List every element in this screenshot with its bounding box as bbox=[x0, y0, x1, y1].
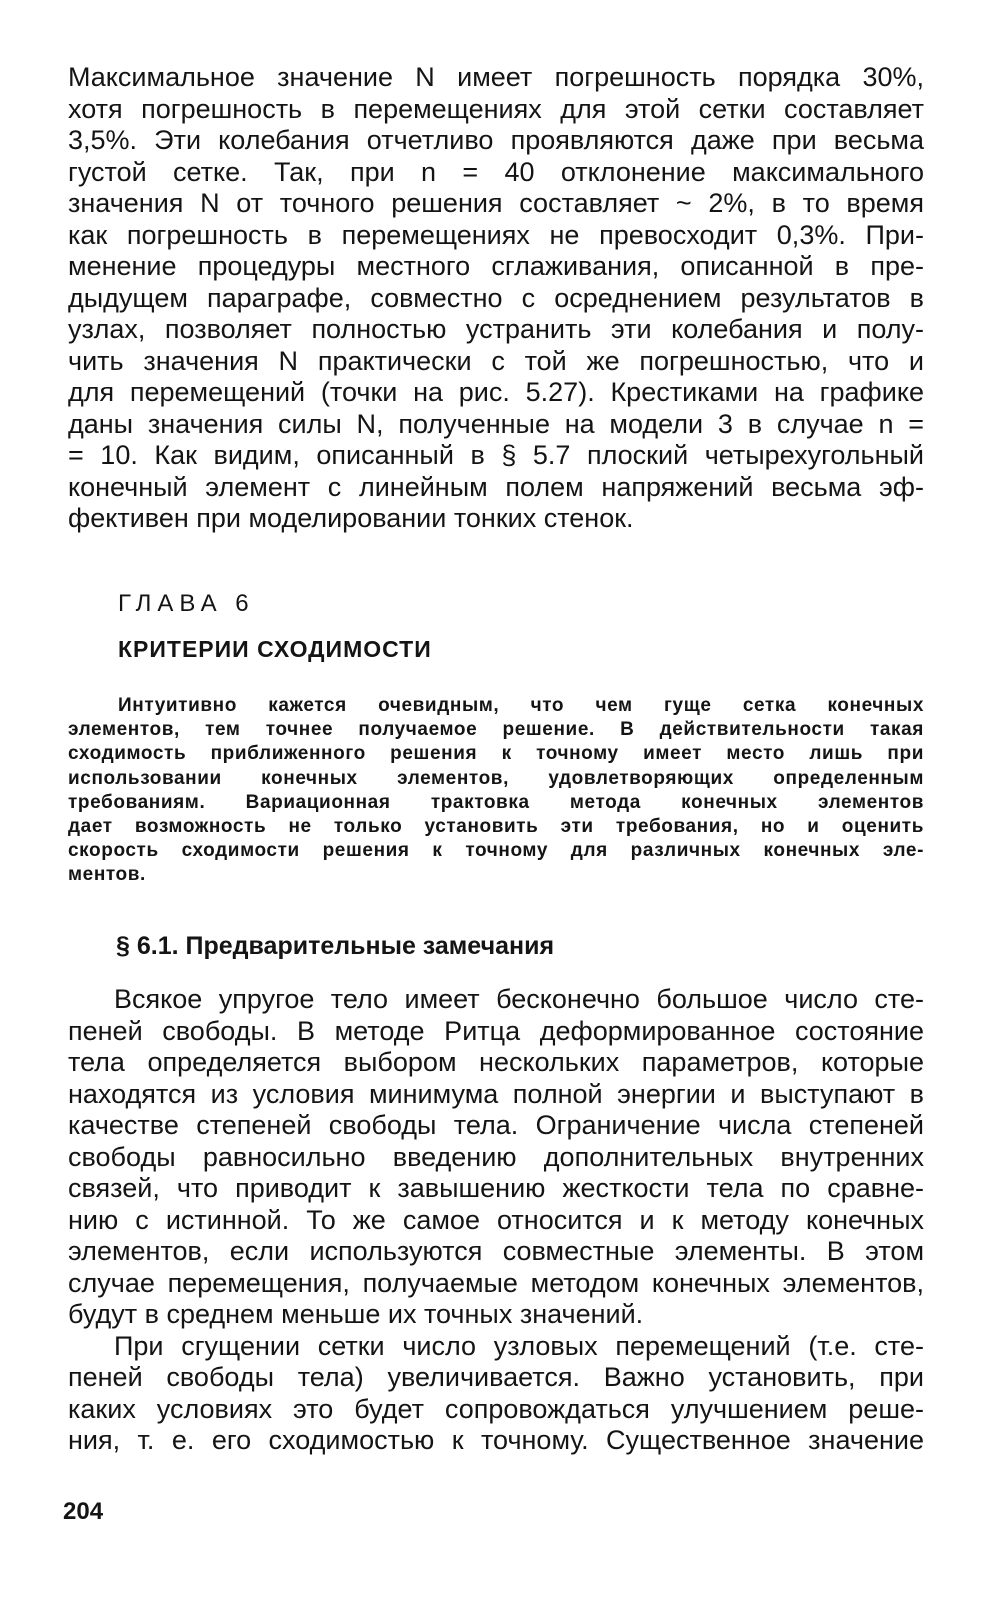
text-line: Всякое упругое тело имеет бесконечно большое число сте- bbox=[114, 984, 924, 1014]
continued-paragraph bbox=[68, 62, 924, 535]
abstract-line: требованиям. Вариационная трактовка метода конечных элементов bbox=[68, 791, 924, 813]
abstract-line: ментов. bbox=[68, 864, 146, 886]
text-line: = 10. Как видим, описанный в § 5.7 плоский четырехугольный bbox=[68, 440, 924, 470]
text-line: даны значения силы N, полученные на модели 3 в случае n = bbox=[68, 408, 924, 439]
text-line: хотя погрешность в перемещениях для этой сетки составляет bbox=[68, 93, 924, 124]
text-line: качестве степеней свободы тела. Ограничение числа степеней bbox=[68, 1110, 924, 1140]
text-line: связей, что приводит к завышению жесткости тела по сравне- bbox=[68, 1173, 924, 1203]
text-line: дыдущем параграфе, совместно с осреднением результатов в bbox=[68, 282, 924, 313]
text-line: ния, т. е. его сходимостью к точному. Существенное значение bbox=[68, 1425, 924, 1455]
text-line: находятся из условия минимума полной энергии и выступают в bbox=[68, 1078, 924, 1109]
text-line: случае перемещения, получаемые методом конечных элементов, bbox=[68, 1267, 924, 1298]
abstract-line: сходимость приближенного решения к точному имеет место лишь при bbox=[68, 743, 924, 765]
text-line: менение процедуры местного сглаживания, описанной в пре- bbox=[68, 251, 924, 281]
abstract-line: дает возможность не только установить эти требования, но и оценить bbox=[68, 815, 924, 837]
abstract-line: скорость сходимости решения к точному для различных конечных эле- bbox=[68, 840, 924, 862]
section-body bbox=[68, 984, 924, 1457]
abstract-line: Интуитивно кажется очевидным, что чем гуще сетка конечных bbox=[118, 695, 924, 716]
text-line: будут в среднем меньше их точных значений. bbox=[68, 1299, 644, 1329]
text-line: как погрешность в перемещениях не превосходит 0,3%. При- bbox=[68, 219, 924, 250]
text-line: пеней свободы. В методе Ритца деформированное состояние bbox=[68, 1015, 924, 1046]
text-line: каких условиях это будет сопровождаться улучшением реше- bbox=[68, 1393, 924, 1424]
text-line: свободы равносильно введению дополнительных внутренних bbox=[68, 1141, 924, 1172]
text-line: чить значения N практически с той же погрешностью, что и bbox=[68, 345, 924, 376]
text-line: Максимальное значение N имеет погрешность порядка 30%, bbox=[68, 62, 924, 92]
chapter-abstract bbox=[68, 694, 924, 888]
text-line: для перемещений (точки на рис. 5.27). Крестиками на графике bbox=[68, 377, 924, 407]
text-line: тела определяется выбором нескольких параметров, которые bbox=[68, 1047, 924, 1077]
chapter-label: ГЛАВА 6 bbox=[118, 590, 255, 617]
text-line: 3,5%. Эти колебания отчетливо проявляются даже при весьма bbox=[68, 125, 924, 155]
page-number: 204 bbox=[63, 1498, 104, 1525]
text-line: густой сетке. Так, при n = 40 отклонение максимального bbox=[68, 156, 924, 187]
abstract-line: использовании конечных элементов, удовлетворяющих определенным bbox=[68, 767, 924, 789]
text-line: элементов, если используются совместные элементы. В этом bbox=[68, 1236, 924, 1266]
text-line: При сгущении сетки число узловых перемещений (т.е. сте- bbox=[114, 1330, 924, 1361]
text-line: пеней свободы тела) увеличивается. Важно установить, при bbox=[68, 1362, 924, 1392]
text-line: фективен при моделировании тонких стенок. bbox=[68, 503, 634, 533]
abstract-line: элементов, тем точнее получаемое решение. В действительности такая bbox=[68, 719, 924, 741]
section-heading: § 6.1. Предварительные замечания bbox=[116, 932, 555, 960]
chapter-title: КРИТЕРИИ СХОДИМОСТИ bbox=[118, 636, 432, 662]
text-line: нию с истинной. То же самое относится и к методу конечных bbox=[68, 1204, 924, 1235]
text-line: узлах, позволяет полностью устранить эти колебания и полу- bbox=[68, 314, 924, 344]
text-line: значения N от точного решения составляет ~ 2%, в то время bbox=[68, 188, 924, 218]
text-line: конечный элемент с линейным полем напряжений весьма эф- bbox=[68, 471, 924, 502]
